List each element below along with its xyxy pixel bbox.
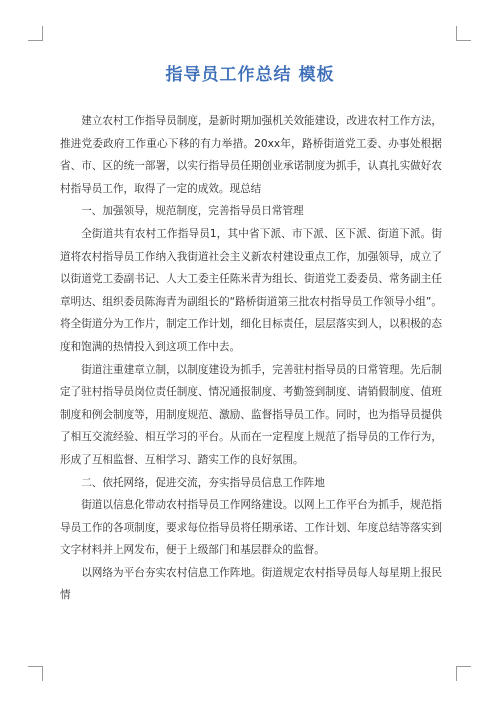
document-body bbox=[60, 110, 442, 607]
section-heading-1: 一、加强领导，规范制度，完善指导员日常管理 bbox=[81, 205, 304, 218]
crop-mark-top-left bbox=[28, 26, 43, 41]
paragraph: 街道以信息化带动农村指导员工作网络建设。以网上工作平台为抓手，规范指导员工作的各项制度，要求每位指导员将任期承诺、工作计划、年度总结等落实到文字材料并上网发布，便于上级部门和基层群众的监督。 bbox=[60, 499, 442, 557]
paragraph: 街道注重建章立制，以制度建设为抓手，完善驻村指导员的日常管理。先后制定了驻村指导员岗位责任制度、情况通报制度、考勤签到制度、请销假制度、值班制度和例会制度等，用制度规范、激励、监督指导员工作。同时，也为指导员提供了相互交流经验、相互学习的平台。从而在一定程度上规范了指导员的工作行为，形成了互相监督、互相学习、踏实工作的良好氛围。 bbox=[60, 363, 442, 466]
paragraph-intro: 建立农村工作指导员制度，是新时期加强机关效能建设，改进农村工作方法，推进党委政府工作重心下移的有力举措。20xx年，路桥街道党工委、办事处根据省、市、区的统一部署，以实行指导员任期创业承诺制度为抓手，认真扎实做好农村指导员工作，取得了一定的成效。现总结 bbox=[60, 115, 442, 195]
crop-mark-bottom-left bbox=[28, 666, 43, 681]
section-heading-2: 二、依托网络，促进交流，夯实指导员信息工作阵地 bbox=[81, 476, 325, 489]
document-title: 指导员工作总结 模板 bbox=[165, 65, 335, 85]
crop-mark-top-right bbox=[456, 26, 471, 41]
paragraph: 以网络为平台夯实农村信息工作阵地。街道规定农村指导员每人每星期上报民情 bbox=[60, 566, 442, 602]
paragraph: 全街道共有农村工作指导员1，其中省下派、市下派、区下派、街道下派。街道将农村指导员工作纳入我街道社会主义新农村建设重点工作，加强领导，成立了以街道党工委副书记、人大工委主任陈米青为组长、街道党工委委员、常务副主任章明达、组织委员陈海青为副组长的“路桥街道第三批农村指导员工作领导小组”。将全街道分为工作片，制定工作计划，细化目标责任，层层落实到人，以积极的态度和饱满的热情投入到这项工作中去。 bbox=[60, 227, 442, 353]
crop-mark-bottom-right bbox=[456, 666, 471, 681]
